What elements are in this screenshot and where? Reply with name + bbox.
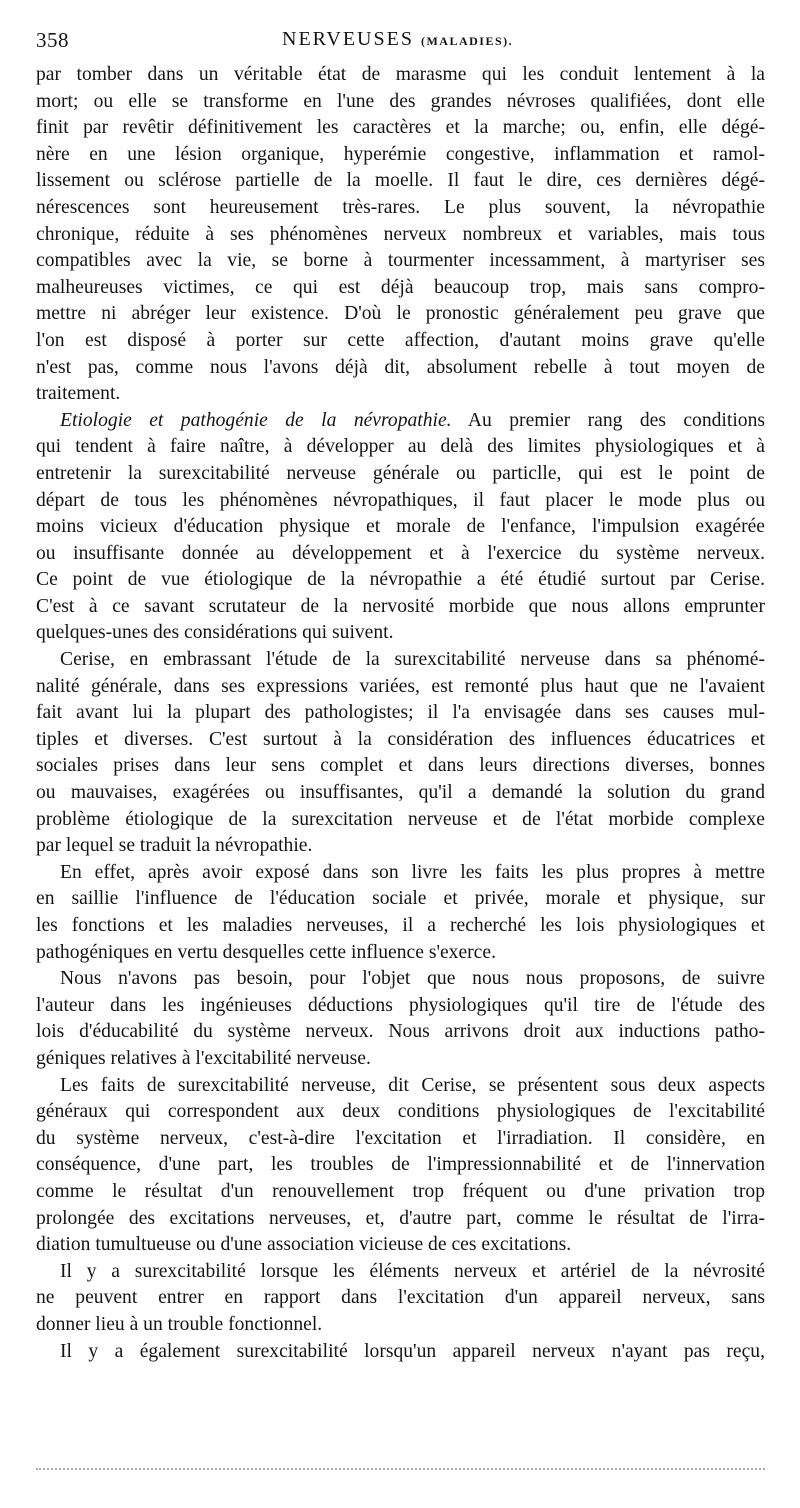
text-line: géniques relatives à l'excitabilité nerveuse. — [36, 1047, 371, 1069]
paragraph — [36, 1259, 765, 1339]
text-line: Les faits de surexcitabilité nerveuse, dit Cerise, se présentent sous deux aspects — [60, 1074, 765, 1096]
text-line: mort; ou elle se transforme en l'une des grandes névroses qualifiées, dont elle — [36, 90, 765, 112]
text-line: ne peuvent entrer en rapport dans l'excitation d'un appareil nerveux, sans — [36, 1287, 765, 1309]
text-line: sociales prises dans leur sens complet et dans leurs directions diverses, bonnes — [36, 755, 765, 777]
text-line: qui tendent à faire naître, à développer au delà des limites physiologiques et à — [36, 436, 765, 458]
text-line: comme le résultat d'un renouvellement trop fréquent ou d'une privation trop — [36, 1180, 765, 1202]
section-heading: Etiologie et pathogénie de la névropathie. — [60, 409, 452, 431]
text-line: C'est à ce savant scrutateur de la nervosité morbide que nous allons emprunter — [36, 595, 765, 617]
text-line: donner lieu à un trouble fonctionnel. — [36, 1313, 323, 1335]
text-line: nère en une lésion organique, hyperémie congestive, inflammation et ramol- — [36, 143, 765, 165]
text-line: chronique, réduite à ses phénomènes nerveux nombreux et variables, mais tous — [36, 223, 765, 245]
running-head-subtitle: (MALADIES). — [420, 34, 514, 48]
text-line: malheureuses victimes, ce qui est déjà beaucoup trop, mais sans compro- — [36, 276, 765, 298]
page-number: 358 — [36, 28, 69, 52]
text-line: n'est pas, comme nous l'avons déjà dit, absolument rebelle à tout moyen de — [36, 356, 765, 378]
text-line: compatibles avec la vie, se borne à tourmenter incessamment, à martyriser ses — [36, 250, 765, 272]
text-line — [36, 408, 765, 435]
paragraph — [36, 62, 765, 408]
text-line: nalité générale, dans ses expressions variées, est remonté plus haut que ne l'avaient — [36, 675, 765, 697]
text-line: les fonctions et les maladies nerveuses, il a recherché les lois physiologiques et — [36, 915, 765, 936]
text-line: lissement ou sclérose partielle de la moelle. Il faut le dire, ces dernières dégé- — [36, 170, 765, 192]
text-line: ou insuffisante donnée au développement et à l'exercice du système nerveux. — [36, 542, 765, 564]
text-line: diation tumultueuse ou d'une association vicieuse de ces excitations. — [36, 1234, 572, 1256]
paragraph — [36, 408, 765, 647]
paragraph — [36, 1339, 765, 1366]
text-line: En effet, après avoir exposé dans son livre les faits les plus propres à mettre — [60, 861, 765, 883]
text-line: ou mauvaises, exagérées ou insuffisantes, qu'il a demandé la solution du grand — [36, 782, 765, 804]
body-text — [36, 62, 765, 1365]
text-line: traitement. — [36, 383, 121, 405]
paragraph — [36, 860, 765, 966]
text-line: Il y a surexcitabilité lorsque les éléments nerveux et artériel de la névrosité — [60, 1260, 765, 1282]
text-line: prolongée des excitations nerveuses, et, d'autre part, comme le résultat de l'irra- — [36, 1207, 765, 1229]
paragraph — [36, 1073, 765, 1259]
text-line: du système nerveux, c'est-à-dire l'excitation et l'irradiation. Il considère, en — [36, 1127, 765, 1149]
paragraph — [36, 647, 765, 860]
text-line: départ de tous les phénomènes névropathiques, il faut placer le mode plus ou — [36, 489, 765, 511]
text-line: moins vicieux d'éducation physique et morale de l'enfance, l'impulsion exagérée — [36, 516, 765, 538]
text-line: l'auteur dans les ingénieuses déductions physiologiques qu'il tire de l'étude des — [36, 994, 765, 1016]
text-line: Nous n'avons pas besoin, pour l'objet que nous nous proposons, de suivre — [60, 968, 765, 990]
running-head — [282, 28, 513, 51]
running-head-title: NERVEUSES — [282, 28, 414, 50]
text-line: l'on est disposé à porter sur cette affection, d'autant moins grave qu'elle — [36, 329, 765, 351]
text-line: nérescences sont heureusement très-rares. Le plus souvent, la névropathie — [36, 196, 765, 218]
text-line: entretenir la surexcitabilité nerveuse générale ou particlle, qui est le point de — [36, 462, 765, 484]
section-heading-rest: Au premier rang des conditions — [451, 409, 765, 431]
text-line: par lequel se traduit la névropathie. — [36, 835, 313, 857]
text-line: en saillie l'influence de l'éducation sociale et privée, morale et physique, sur — [36, 888, 765, 910]
text-line: conséquence, d'une part, les troubles de l'impressionnabilité et de l'innervation — [36, 1154, 765, 1176]
text-line: tiples et diverses. C'est surtout à la considération des influences éducatrices et — [36, 728, 765, 750]
text-line: quelques-unes des considérations qui suivent. — [36, 622, 394, 644]
text-line: fait avant lui la plupart des pathologistes; il l'a envisagée dans ses causes mul- — [36, 702, 765, 724]
text-line: finit par revêtir définitivement les caractères et la marche; ou, enfin, elle dégé- — [36, 117, 765, 139]
text-line: Il y a également surexcitabilité lorsqu'un appareil nerveux n'ayant pas reçu, — [60, 1340, 765, 1362]
paragraph — [36, 966, 765, 1072]
footer-rule — [36, 1468, 765, 1470]
text-line: généraux qui correspondent aux deux conditions physiologiques de l'excitabilité — [36, 1101, 765, 1123]
text-line: lois d'éducabilité du système nerveux. Nous arrivons droit aux inductions patho- — [36, 1021, 765, 1043]
page-header — [36, 28, 766, 58]
text-line: par tomber dans un véritable état de marasme qui les conduit lentement à la — [36, 64, 765, 85]
text-line: Cerise, en embrassant l'étude de la surexcitabilité nerveuse dans sa phénomé- — [60, 649, 765, 671]
text-line: pathogéniques en vertu desquelles cette influence s'exerce. — [36, 941, 496, 963]
text-line: Ce point de vue étiologique de la névropathie a été étudié surtout par Cerise. — [36, 569, 765, 591]
text-line: problème étiologique de la surexcitation nerveuse et de l'état morbide complexe — [36, 808, 765, 830]
text-line: mettre ni abréger leur existence. D'où le pronostic généralement peu grave que — [36, 303, 765, 325]
